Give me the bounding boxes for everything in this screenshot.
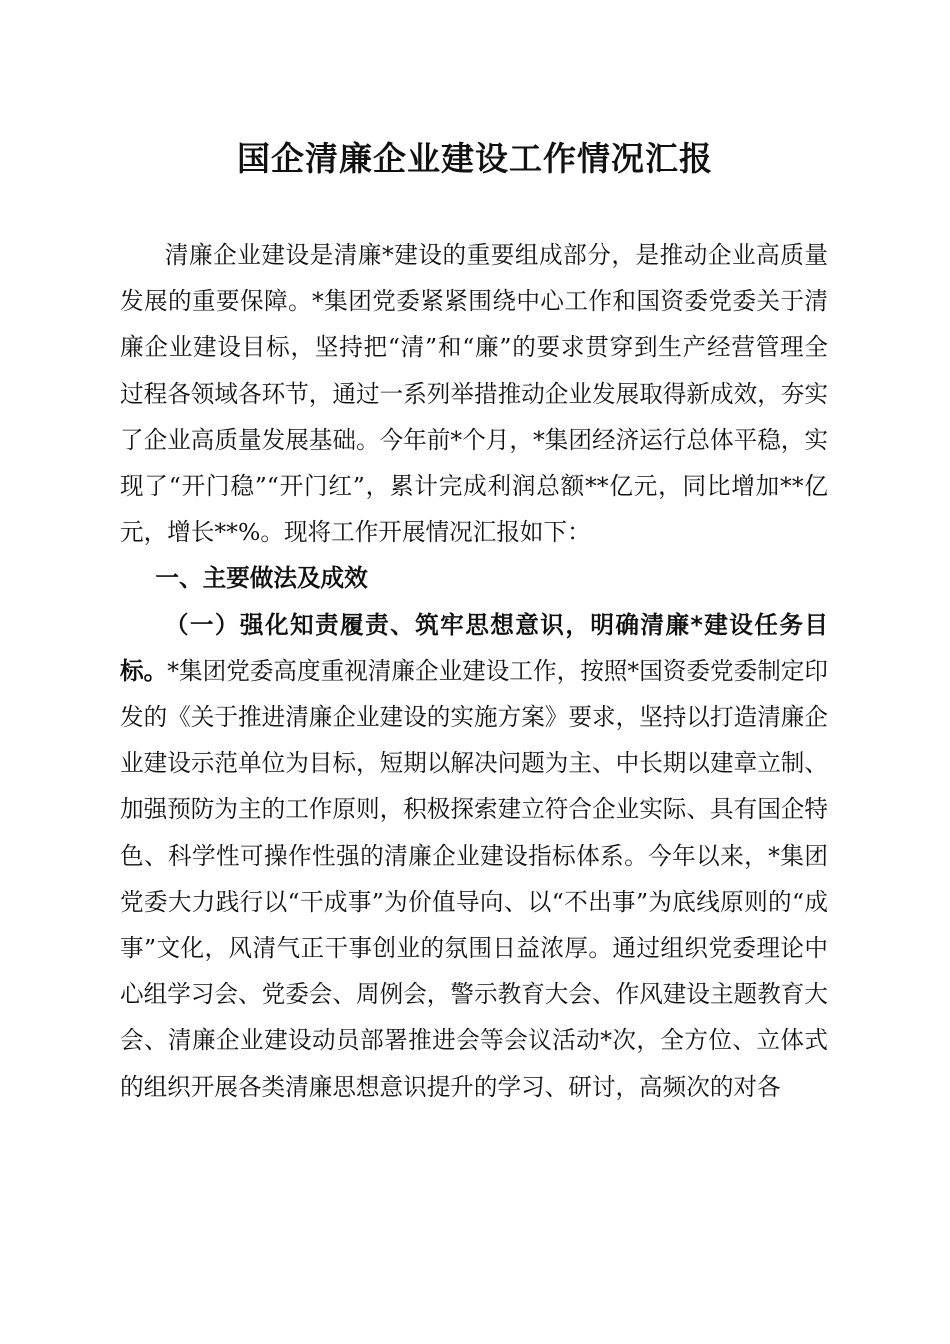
section-heading: 一、主要做法及成效	[155, 564, 368, 593]
subsection-body: *集团党委高度重视清廉企业建设工作，按照*国资委党委制定印发的《关于推进清廉企业建设的实施方案》要求，坚持以打造清廉企业建设示范单位为目标，短期以解决问题为主、中长期以建章立制、加强预防为主的工作原则，积极探索建立符合企业实际、具有国企特色、科学性可操作性强的清廉企业建设指标体系。今年以来，*集团党委大力践行以“干成事”为价值导向、以“不出事”为底线原则的“成事”文化，风清气正干事创业的氛围日益浓厚。通过组织党委理论中心组学习会、党委会、周例会，警示教育大会、作风建设主题教育大会、清廉企业建设动员部署推进会等会议活动*次，全方位、立体式的组织开展各类清廉思想意识提升的学习、研讨，高频次的对各	[120, 656, 829, 1101]
document-title: 国企清廉企业建设工作情况汇报	[237, 139, 713, 178]
document-body	[120, 232, 828, 1110]
intro-paragraph: 清廉企业建设是清廉*建设的重要组成部分，是推动企业高质量发展的重要保障。*集团党委紧紧围绕中心工作和国资委党委关于清廉企业建设目标，坚持把“清”和“廉”的要求贯穿到生产经营管理全过程各领域各环节，通过一系列举措推动企业发展取得新成效，夯实了企业高质量发展基础。今年前*个月，*集团经济运行总体平稳，实现了“开门稳”“开门红”，累计完成利润总额**亿元，同比增加**亿元，增长**%。现将工作开展情况汇报如下：	[120, 241, 828, 547]
subsection-paragraph	[120, 602, 828, 1110]
subsection-lead: （一）强化知责履责、筑牢思想意识，明确清廉*建设任务目标。	[120, 610, 828, 685]
